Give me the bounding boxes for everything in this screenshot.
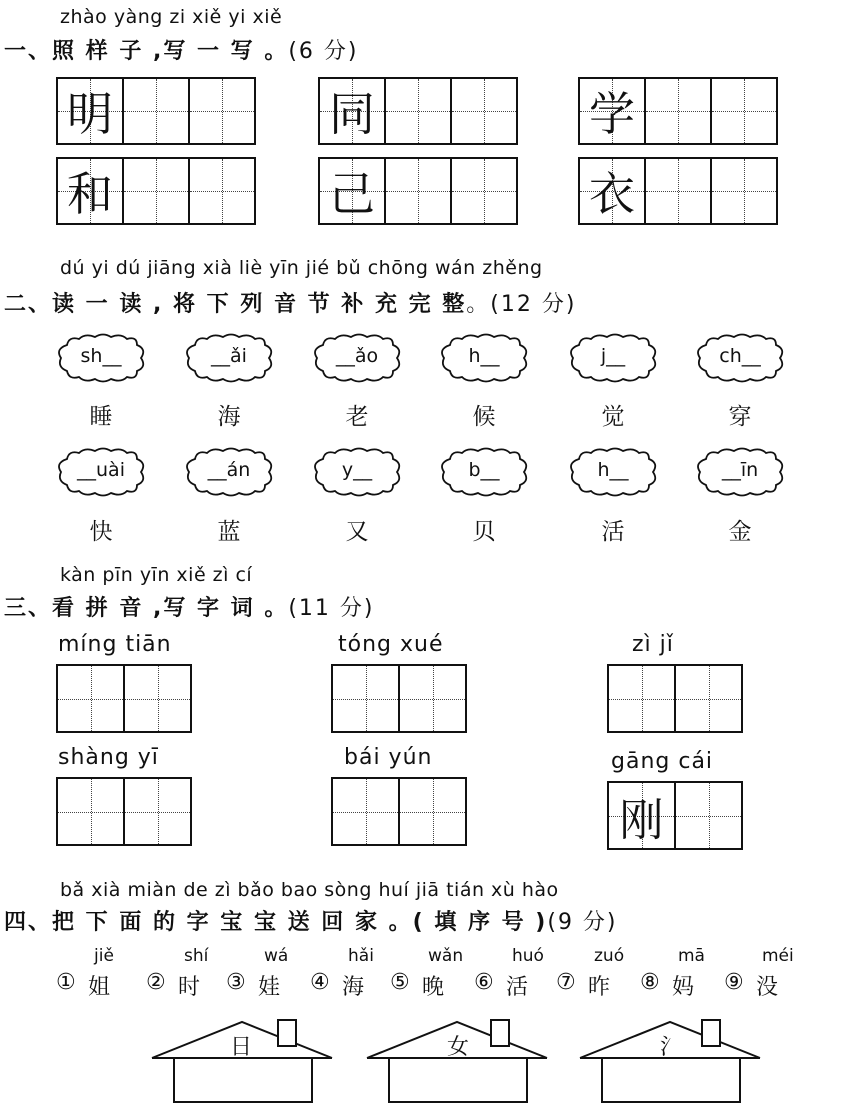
- s3-score: (11 分): [288, 596, 375, 621]
- s4-score: (9 分): [547, 910, 618, 935]
- pinyin-cloud[interactable]: [694, 333, 786, 383]
- s4-paren: ( 填 序 号 ): [412, 910, 548, 935]
- cloud-pinyin: h__: [468, 345, 500, 367]
- option-number: ⑥: [474, 970, 494, 995]
- write-cell[interactable]: [710, 157, 778, 225]
- write-cell[interactable]: [56, 777, 125, 846]
- option-hanzi[interactable]: 时: [178, 975, 201, 1000]
- write-cell[interactable]: [607, 664, 676, 733]
- write-cell[interactable]: [331, 664, 400, 733]
- s3-pinyin-item: zì jǐ: [632, 632, 674, 657]
- s1-pinyin: zhào yàng zi xiě yi xiě: [60, 6, 283, 28]
- s1-grid-1-1[interactable]: [56, 77, 256, 145]
- pinyin-cloud[interactable]: [567, 333, 659, 383]
- cloud-hanzi: 活: [601, 519, 625, 545]
- write-cell[interactable]: [384, 157, 452, 225]
- option-number: ②: [146, 970, 166, 995]
- s1-heading: [4, 34, 359, 65]
- s3-grid[interactable]: [331, 777, 467, 846]
- cloud-hanzi: 快: [89, 519, 113, 545]
- pinyin-cloud[interactable]: [438, 447, 530, 497]
- option-pinyin: hǎi: [348, 946, 374, 966]
- s3-heading: [4, 591, 375, 622]
- pinyin-cloud[interactable]: [438, 333, 530, 383]
- house-nv[interactable]: [365, 1018, 550, 1104]
- s4-number: 四、: [4, 910, 53, 935]
- s2-pinyin: dú yi dú jiāng xià liè yīn jié bǔ chōng wán zhěng: [60, 257, 543, 279]
- s2-title: 读 一 读 , 将 下 列 音 节 补 充 完 整: [52, 292, 467, 317]
- cloud-pinyin: __ǎi: [211, 345, 247, 367]
- option-pinyin: wǎn: [428, 946, 464, 966]
- s1-number: 一、: [4, 39, 53, 64]
- cloud-pinyin: sh__: [80, 345, 122, 367]
- option-hanzi[interactable]: 活: [506, 975, 529, 1000]
- option-hanzi[interactable]: 娃: [258, 975, 281, 1000]
- s3-pinyin-item: shàng yī: [58, 745, 159, 770]
- s3-grid[interactable]: [56, 664, 192, 733]
- option-pinyin: wá: [264, 946, 289, 966]
- s1-grid-1-3[interactable]: [578, 77, 778, 145]
- cloud-pinyin: y__: [341, 459, 373, 481]
- s1-grid-2-3[interactable]: [578, 157, 778, 225]
- house-shui[interactable]: [578, 1018, 763, 1104]
- option-number: ③: [226, 970, 246, 995]
- option-hanzi[interactable]: 昨: [588, 975, 611, 1000]
- sample-char: 学: [589, 87, 635, 141]
- write-cell[interactable]: [710, 77, 778, 145]
- write-cell[interactable]: [123, 777, 192, 846]
- cloud-pinyin: h__: [597, 459, 629, 481]
- cloud-pinyin: j__: [600, 345, 626, 367]
- write-cell[interactable]: [398, 664, 467, 733]
- cloud-pinyin: __án: [207, 459, 251, 481]
- write-cell[interactable]: [56, 664, 125, 733]
- write-cell[interactable]: [450, 157, 518, 225]
- sample-char: 明: [67, 87, 113, 141]
- s1-grid-2-2[interactable]: [318, 157, 518, 225]
- write-cell[interactable]: [331, 777, 400, 846]
- sample-char: 刚: [619, 794, 664, 846]
- option-pinyin: jiě: [94, 946, 114, 966]
- s3-pinyin: kàn pīn yīn xiě zì cí: [60, 564, 253, 586]
- write-cell[interactable]: [122, 157, 190, 225]
- cloud-hanzi: 穿: [728, 404, 752, 430]
- option-pinyin: huó: [512, 946, 544, 966]
- option-number: ①: [56, 970, 76, 995]
- option-hanzi[interactable]: 没: [756, 975, 779, 1000]
- write-cell[interactable]: [384, 77, 452, 145]
- option-hanzi[interactable]: 晚: [422, 975, 445, 1000]
- s1-grid-2-1[interactable]: [56, 157, 256, 225]
- option-pinyin: méi: [762, 946, 794, 966]
- pinyin-cloud[interactable]: [311, 447, 403, 497]
- option-hanzi[interactable]: 海: [342, 975, 365, 1000]
- pinyin-cloud[interactable]: [55, 447, 147, 497]
- cloud-hanzi: 贝: [472, 519, 496, 545]
- s3-pinyin-item: bái yún: [344, 745, 433, 770]
- pinyin-cloud[interactable]: [311, 333, 403, 383]
- pinyin-cloud[interactable]: [55, 333, 147, 383]
- s4-heading: [4, 905, 618, 936]
- pinyin-cloud[interactable]: [183, 333, 275, 383]
- s2-heading: [4, 287, 576, 318]
- cloud-hanzi: 蓝: [217, 519, 241, 545]
- cloud-hanzi: 睡: [89, 404, 113, 430]
- s4-pinyin: bǎ xià miàn de zì bǎo bao sòng huí jiā tián xù hào: [60, 879, 559, 901]
- s2-number: 二、: [4, 292, 53, 317]
- s3-grid[interactable]: [607, 781, 743, 850]
- cloud-hanzi: 候: [472, 404, 496, 430]
- option-pinyin: mā: [678, 946, 705, 966]
- house-radical: 女: [447, 1035, 470, 1060]
- house-radical: 氵: [660, 1035, 683, 1060]
- s3-grid[interactable]: [56, 777, 192, 846]
- s2-score: 。(12 分): [466, 292, 577, 317]
- cloud-hanzi: 老: [345, 404, 369, 430]
- s1-title: 照 样 子 ,写 一 写 。: [52, 39, 289, 64]
- s3-title: 看 拼 音 ,写 字 词 。: [52, 596, 289, 621]
- option-number: ⑨: [724, 970, 744, 995]
- write-cell[interactable]: [674, 781, 743, 850]
- option-hanzi[interactable]: 妈: [672, 975, 695, 1000]
- s3-pinyin-item: míng tiān: [58, 632, 172, 657]
- write-cell[interactable]: [450, 77, 518, 145]
- s3-number: 三、: [4, 596, 53, 621]
- sample-char: 衣: [589, 167, 635, 221]
- cloud-hanzi: 海: [217, 404, 241, 430]
- cloud-hanzi: 又: [345, 519, 369, 545]
- option-pinyin: zuó: [594, 946, 625, 966]
- cloud-pinyin: ch__: [719, 345, 761, 367]
- cloud-hanzi: 金: [728, 519, 752, 545]
- house-ri[interactable]: [150, 1018, 335, 1104]
- cloud-pinyin: __īn: [721, 459, 759, 481]
- pinyin-cloud[interactable]: [183, 447, 275, 497]
- option-number: ⑤: [390, 970, 410, 995]
- option-number: ④: [310, 970, 330, 995]
- cloud-pinyin: b__: [468, 459, 500, 481]
- sample-char: 和: [67, 167, 113, 221]
- s3-pinyin-item: tóng xué: [338, 632, 444, 657]
- s1-grid-1-2[interactable]: [318, 77, 518, 145]
- cloud-pinyin: __uài: [77, 459, 125, 481]
- cloud-hanzi: 觉: [601, 404, 625, 430]
- write-cell[interactable]: [122, 77, 190, 145]
- write-cell[interactable]: [607, 781, 676, 850]
- s3-grid[interactable]: [607, 664, 743, 733]
- option-number: ⑧: [640, 970, 660, 995]
- cloud-pinyin: __ǎo: [335, 345, 379, 367]
- s1-score: (6 分): [288, 39, 359, 64]
- write-cell[interactable]: [188, 77, 256, 145]
- option-pinyin: shí: [184, 946, 209, 966]
- pinyin-cloud[interactable]: [694, 447, 786, 497]
- sample-char: 同: [329, 87, 375, 141]
- write-cell[interactable]: [398, 777, 467, 846]
- write-cell[interactable]: [674, 664, 743, 733]
- write-cell[interactable]: [644, 157, 712, 225]
- write-cell[interactable]: [123, 664, 192, 733]
- pinyin-cloud[interactable]: [567, 447, 659, 497]
- write-cell[interactable]: [188, 157, 256, 225]
- s4-title: 把 下 面 的 字 宝 宝 送 回 家 。: [52, 910, 413, 935]
- option-hanzi[interactable]: 姐: [88, 975, 111, 1000]
- s3-grid[interactable]: [331, 664, 467, 733]
- house-radical: 日: [230, 1035, 253, 1060]
- sample-char: 己: [329, 167, 375, 221]
- write-cell[interactable]: [644, 77, 712, 145]
- option-number: ⑦: [556, 970, 576, 995]
- s3-pinyin-item: gāng cái: [611, 749, 714, 774]
